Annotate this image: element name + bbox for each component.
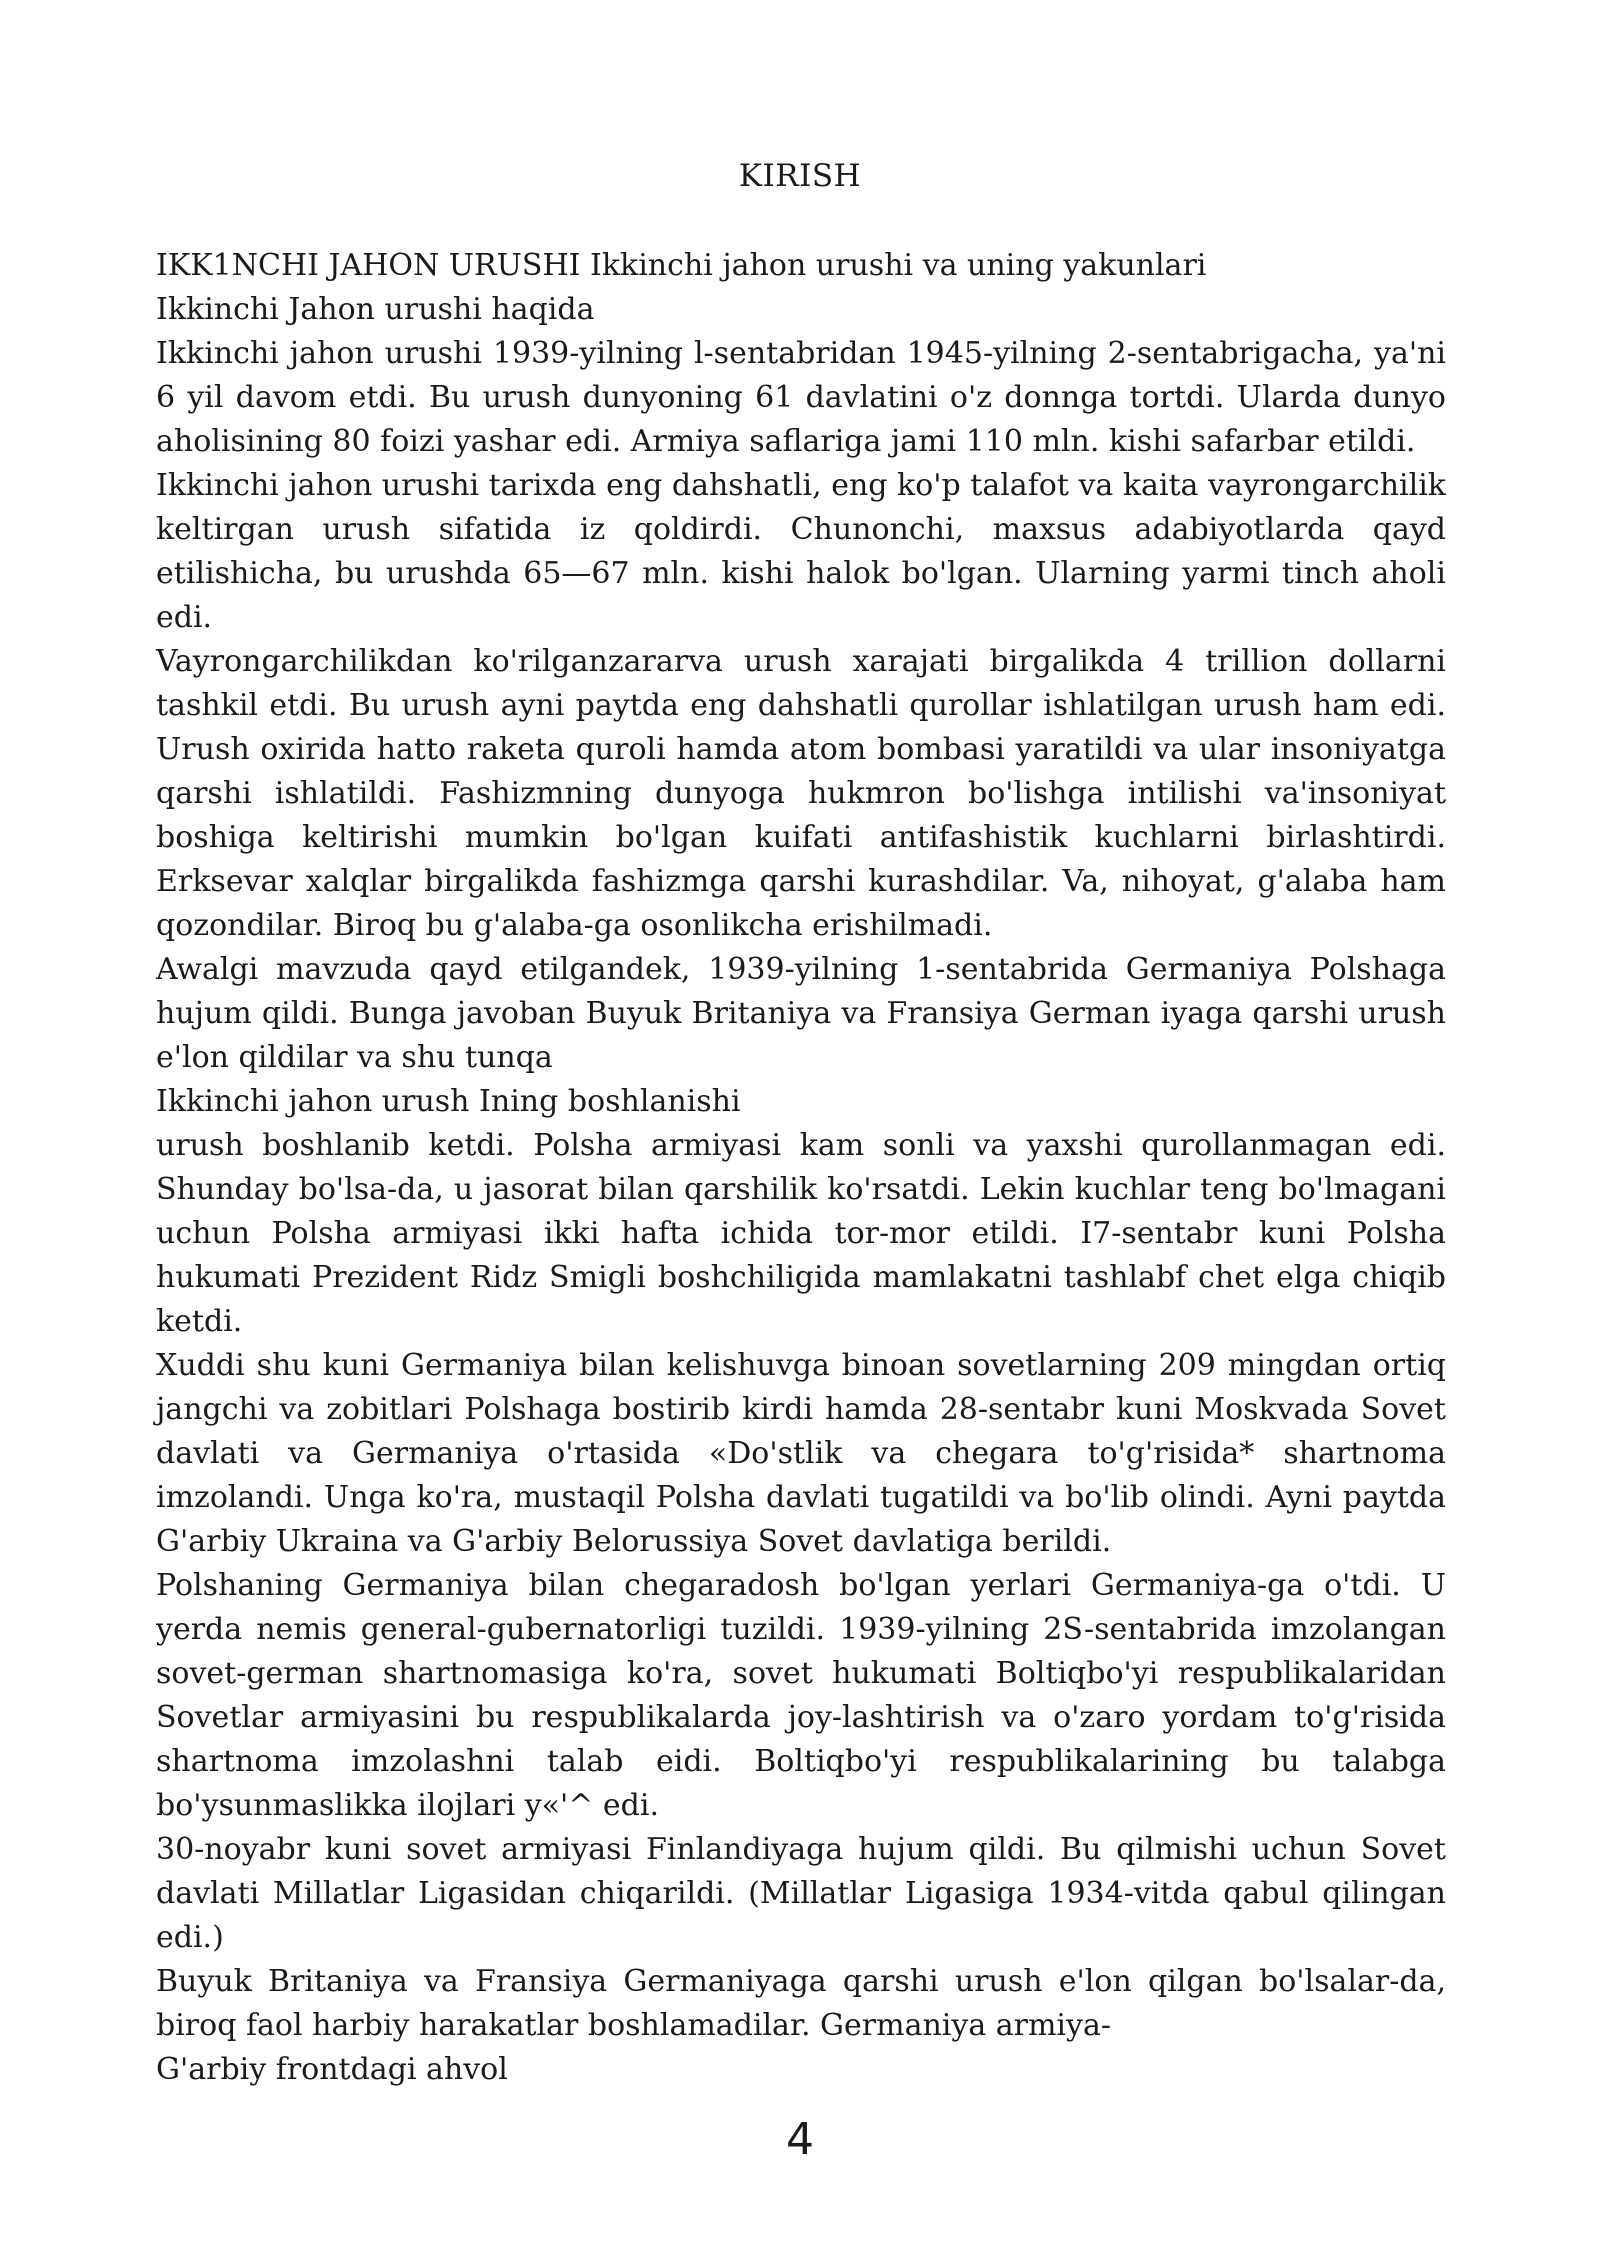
paragraph-subheading: G'arbiy frontdagi ahvol (156, 2052, 508, 2087)
paragraph: Ikkinchi jahon urushi 1939-yilning l-sentabridan 1945-yilning 2-sentabrigacha, ya'ni 6 yil davom etdi. Bu urush dunyoning 61 davlatini o'z donnga tortdi. Ularda dunyo aholisining 80 foizi yashar edi. Armiya saflariga jami 110 mln. kishi safarbar etildi. (156, 336, 1446, 459)
paragraph: Vayrongarchilikdan ko'rilganzararva urush xarajati birgalikda 4 trillion dollarni tashkil etdi. Bu urush ayni paytda eng dahshatli qurollar ishlatilgan urush ham edi. Urush oxirida hatto raketa quroli hamda atom bombasi yaratildi va ular insoniyatga qarshi ishlatildi. Fashizmning dunyoga hukmron bo'lishga intilishi va'insoniyat boshiga keltirishi mumkin bo'lgan kuifati antifashistik kuchlarni birlashtirdi. Erksevar xalqlar birgalikda fashizmga qarshi kurashdilar. Va, nihoyat, g'alaba ham qozondilar. Biroq bu g'alaba-ga osonlikcha erishilmadi. (156, 644, 1446, 943)
paragraph-subheading: Ikkinchi jahon urush Ining boshlanishi (156, 1084, 741, 1119)
page-number: 4 (786, 2114, 814, 2165)
paragraph: Polshaning Germaniya bilan chegaradosh bo'lgan yerlari Germaniya-ga o'tdi. U yerda nemis general-gubernatorligi tuzildi. 1939-yilning 2S-sentabrida imzolangan sovet-german shartnomasiga ko'ra, sovet hukumati Boltiqbo'yi respublikalaridan Sovetlar armiyasini bu respublikalarda joy-lashtirish va o'zaro yordam to'g'risida shartnoma imzolashni talab eidi. Boltiqbo'yi respublikalarining bu talabga bo'ysunmaslikka ilojlari y«'^ edi. (156, 1568, 1446, 1823)
body-text (156, 244, 1446, 2092)
paragraph: Xuddi shu kuni Germaniya bilan kelishuvga binoan sovetlarning 209 mingdan ortiq jangchi va zobitlari Polshaga bostirib kirdi hamda 28-sentabr kuni Moskvada Sovet davlati va Germaniya o'rtasida «Do'stlik va chegara to'g'risida* shartnoma imzolandi. Unga ko'ra, mustaqil Polsha davlati tugatildi va bo'lib olindi. Ayni paytda G'arbiy Ukraina va G'arbiy Belorussiya Sovet davlatiga berildi. (156, 1348, 1446, 1559)
paragraph-subheading: Ikkinchi Jahon urushi haqida (156, 292, 595, 327)
page-title: KIRISH (738, 158, 862, 194)
paragraph: 30-noyabr kuni sovet armiyasi Finlandiyaga hujum qildi. Bu qilmishi uchun Sovet davlati Millatlar Ligasidan chiqarildi. (Millatlar Ligasiga 1934-vitda qabul qilingan edi.) (156, 1832, 1446, 1955)
paragraph: Awalgi mavzuda qayd etilgandek, 1939-yilning 1-sentabrida Germaniya Polshaga hujum qildi. Bunga javoban Buyuk Britaniya va Fransiya German iyaga qarshi urush e'lon qildilar va shu tunqa (156, 952, 1446, 1075)
paragraph-heading: IKK1NCHI JAHON URUSHI Ikkinchi jahon urushi va uning yakunlari (156, 248, 1207, 283)
paragraph: Buyuk Britaniya va Fransiya Germaniyaga qarshi urush e'lon qilgan bo'lsalar-da, biroq faol harbiy harakatlar boshlamadilar. Germaniya armiya- (156, 1964, 1446, 2043)
paragraph: urush boshlanib ketdi. Polsha armiyasi kam sonli va yaxshi qurollanmagan edi. Shunday bo'lsa-da, u jasorat bilan qarshilik ko'rsatdi. Lekin kuchlar teng bo'lmagani uchun Polsha armiyasi ikki hafta ichida tor-mor etildi. I7-sentabr kuni Polsha hukumati Prezident Ridz Smigli boshchiligida mamlakatni tashlabf chet elga chiqib ketdi. (156, 1128, 1446, 1339)
paragraph: Ikkinchi jahon urushi tarixda eng dahshatli, eng ko'p talafot va kaita vayrongarchilik keltirgan urush sifatida iz qoldirdi. Chunonchi, maxsus adabiyotlarda qayd etilishicha, bu urushda 65—67 mln. kishi halok bo'lgan. Ularning yarmi tinch aholi edi. (156, 468, 1446, 635)
